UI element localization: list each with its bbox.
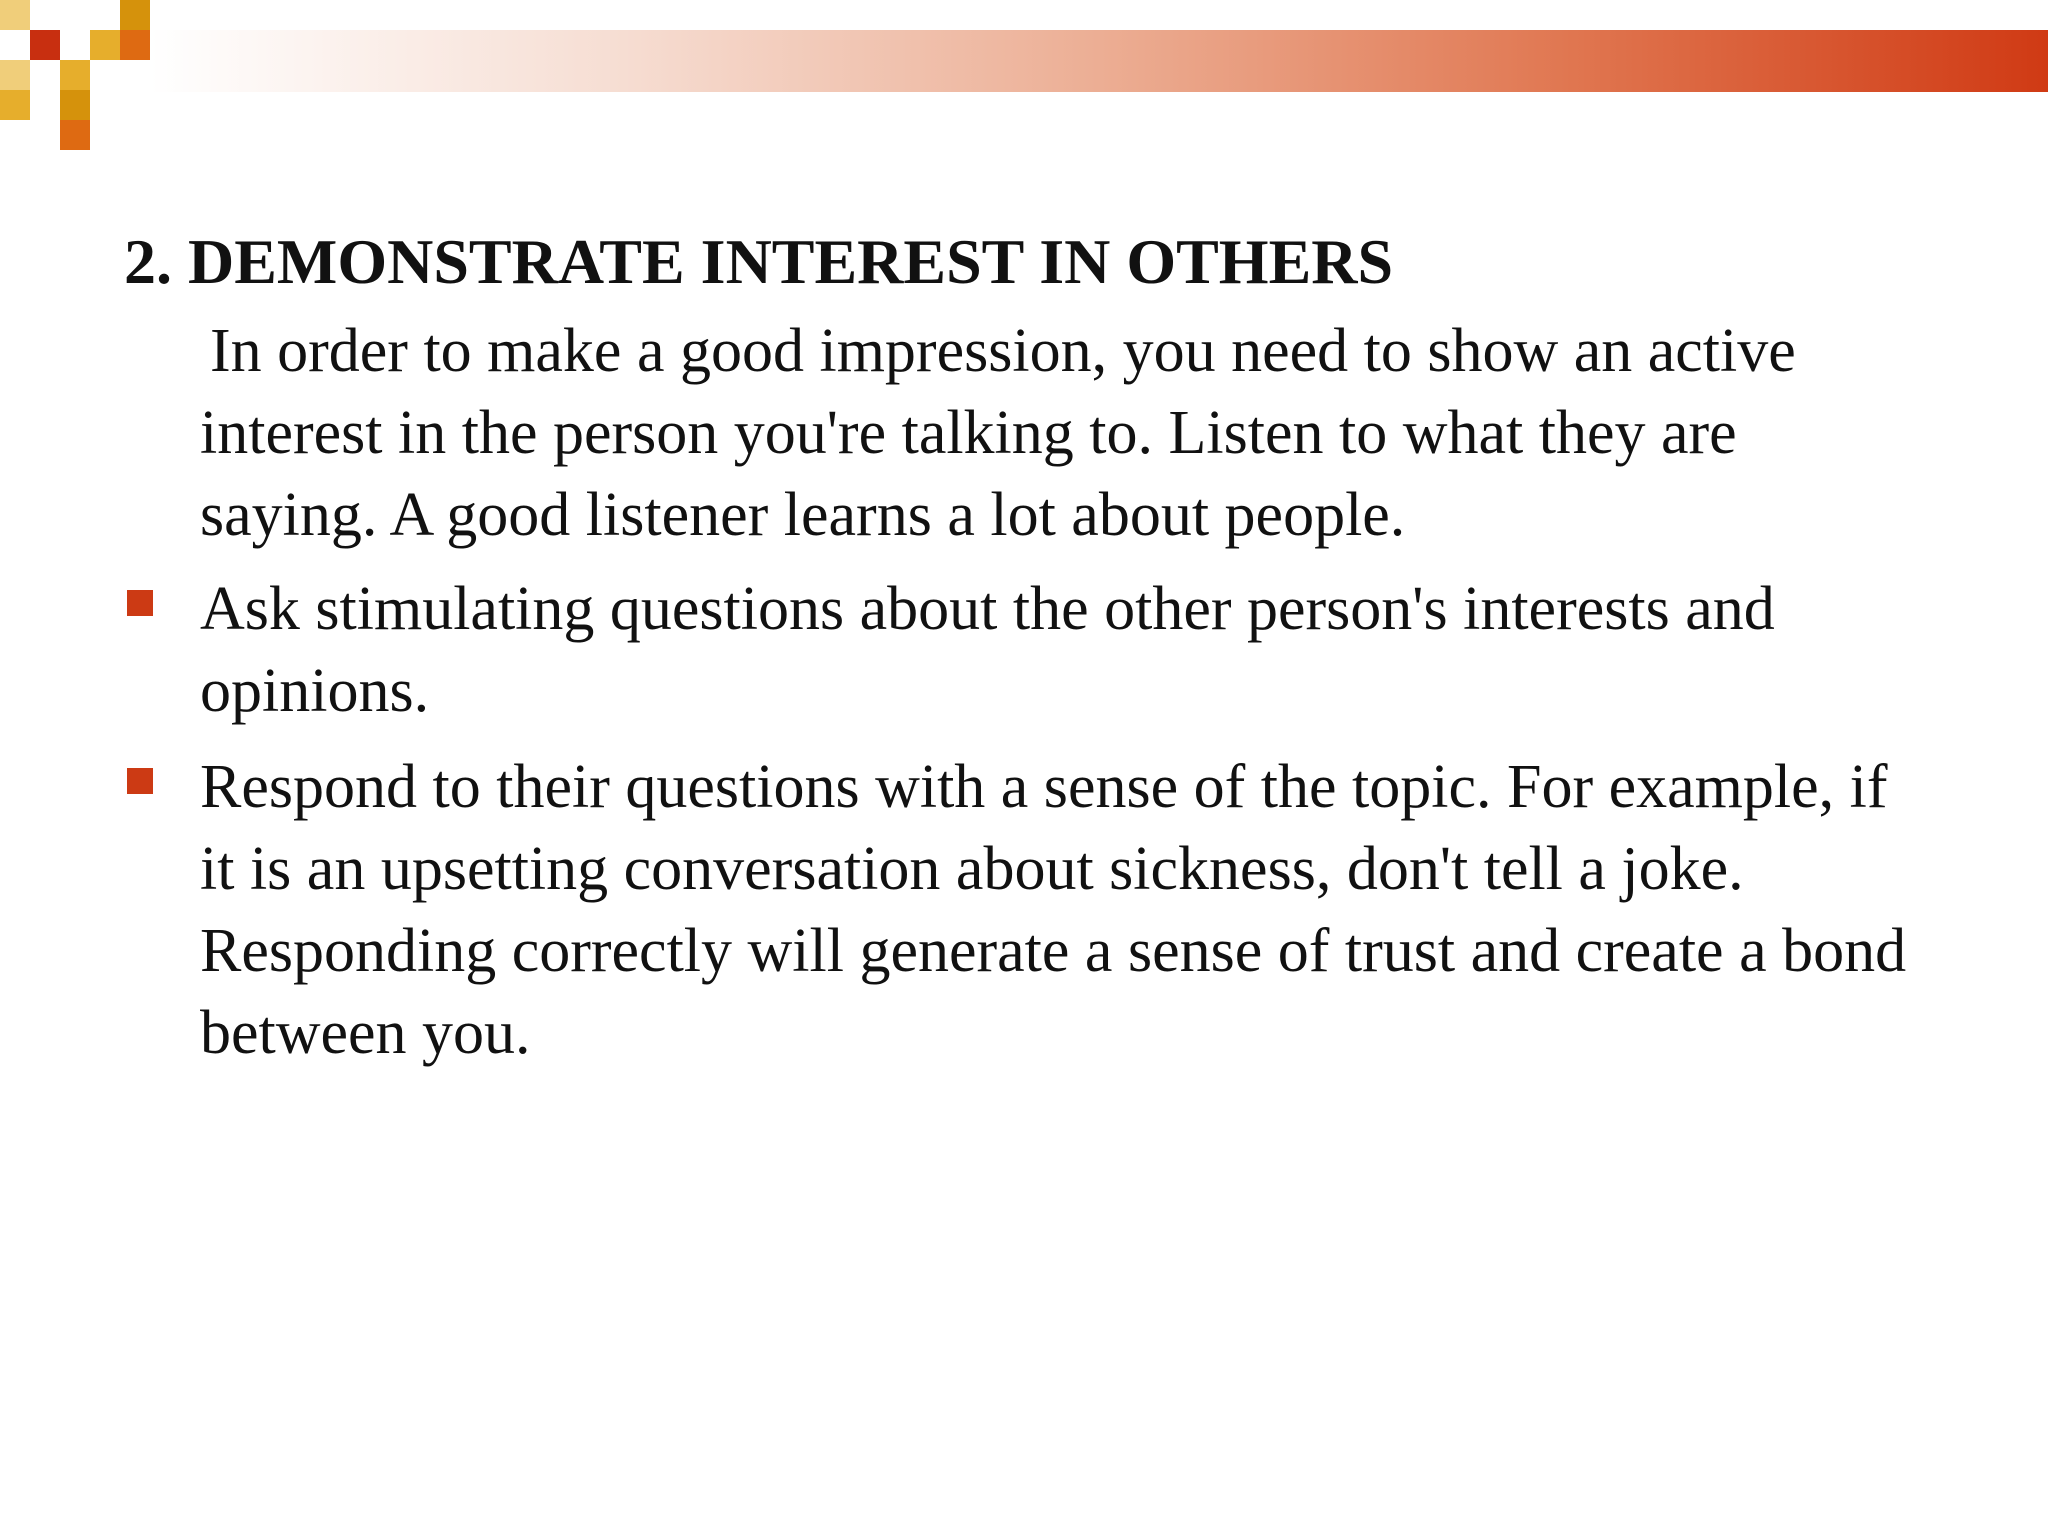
slide-content bbox=[124, 222, 1944, 1088]
decor-square bbox=[30, 30, 60, 60]
slide-title: 2. DEMONSTRATE INTEREST IN OTHERS bbox=[124, 226, 1394, 297]
square-bullet-icon bbox=[127, 768, 153, 794]
header-gradient-bar bbox=[150, 30, 2048, 92]
decor-square bbox=[0, 90, 30, 120]
decor-square bbox=[60, 60, 90, 90]
bullet-item bbox=[124, 746, 1920, 1074]
decor-square bbox=[60, 90, 90, 120]
bullet-list bbox=[124, 568, 1944, 1074]
square-bullet-icon bbox=[127, 590, 153, 616]
bullet-item bbox=[124, 568, 1920, 732]
intro-paragraph: In order to make a good impression, you need to show an active interest in the person you're talking to. Listen to what they are saying. A good listener learns a lot about people. bbox=[200, 317, 1796, 549]
bullet-text: Ask stimulating questions about the other person's interests and opinions. bbox=[200, 575, 1775, 725]
decor-square bbox=[120, 30, 150, 60]
bullet-text: Respond to their questions with a sense of the topic. For example, if it is an upsetting conversation about sickness, don't tell a joke. Responding correctly will generate a sense of trust and create a bond between you. bbox=[200, 753, 1907, 1067]
decor-square bbox=[120, 0, 150, 30]
decor-square bbox=[0, 0, 30, 30]
decor-square bbox=[0, 60, 30, 90]
decor-square bbox=[90, 30, 120, 60]
decor-square bbox=[60, 120, 90, 150]
